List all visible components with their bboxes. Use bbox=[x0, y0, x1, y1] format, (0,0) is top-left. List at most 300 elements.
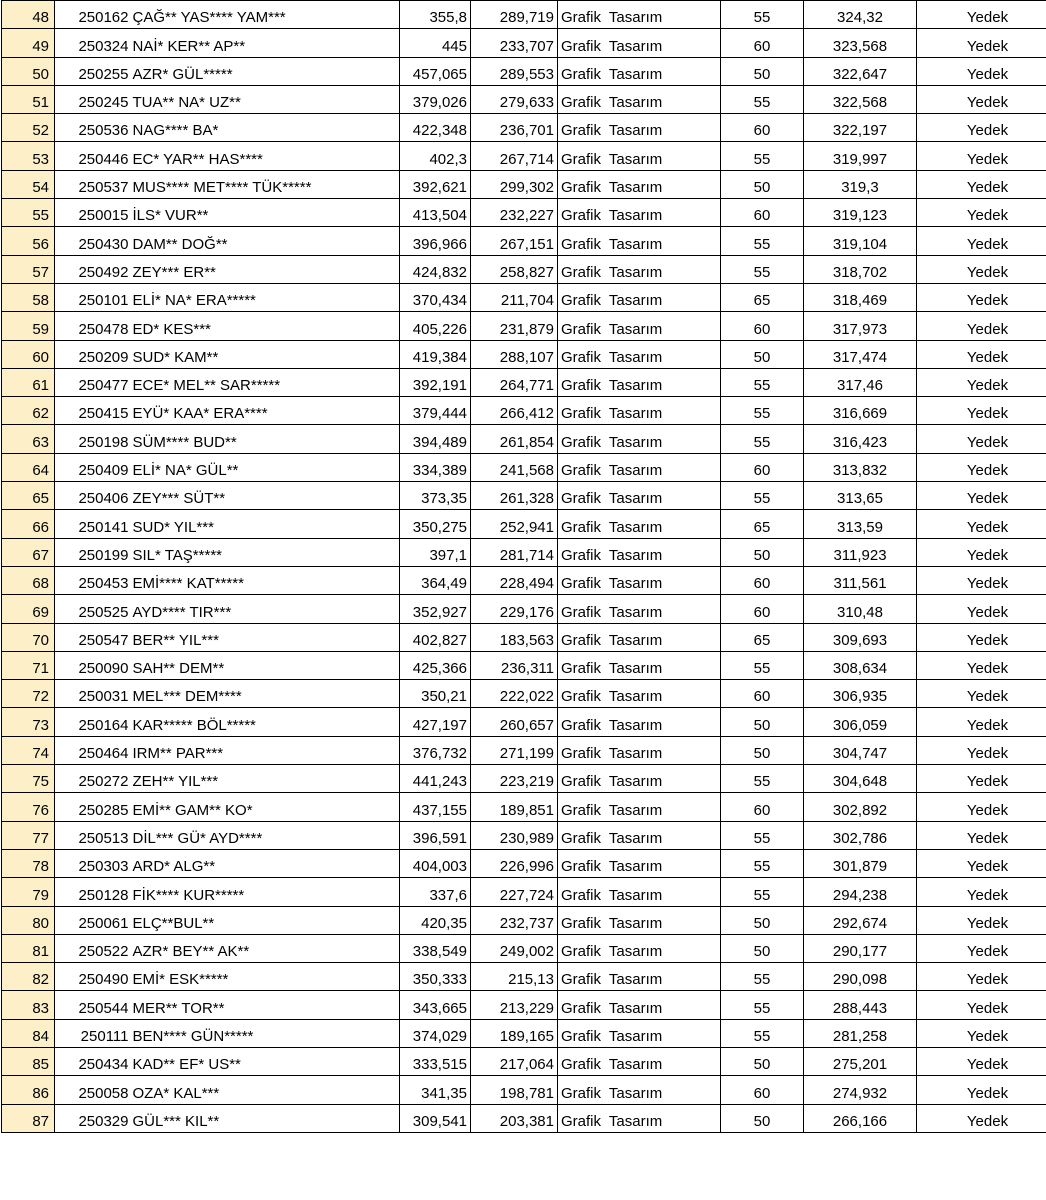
score-3-cell[interactable]: 55 bbox=[721, 227, 804, 255]
total-cell[interactable]: 309,693 bbox=[804, 623, 917, 651]
row-index-cell[interactable]: 76 bbox=[2, 793, 55, 821]
name-cell[interactable]: EYÜ* KAA* ERA**** bbox=[131, 397, 400, 425]
name-cell[interactable]: MER** TOR** bbox=[131, 991, 400, 1019]
record-id-cell[interactable]: 250536 bbox=[55, 114, 131, 142]
status-cell[interactable]: Yedek bbox=[917, 991, 1046, 1019]
total-cell[interactable]: 319,123 bbox=[804, 199, 917, 227]
total-cell[interactable]: 319,104 bbox=[804, 227, 917, 255]
score-2-cell[interactable]: 267,714 bbox=[471, 142, 558, 170]
score-2-cell[interactable]: 222,022 bbox=[471, 680, 558, 708]
name-cell[interactable]: ÇAĞ** YAS**** YAM*** bbox=[131, 1, 400, 29]
record-id-cell[interactable]: 250198 bbox=[55, 425, 131, 453]
row-index-cell[interactable]: 86 bbox=[2, 1076, 55, 1104]
score-1-cell[interactable]: 376,732 bbox=[400, 736, 471, 764]
score-2-cell[interactable]: 264,771 bbox=[471, 368, 558, 396]
score-3-cell[interactable]: 55 bbox=[721, 765, 804, 793]
status-cell[interactable]: Yedek bbox=[917, 1076, 1046, 1104]
name-cell[interactable]: MUS**** MET**** TÜK***** bbox=[131, 170, 400, 198]
total-cell[interactable]: 313,832 bbox=[804, 453, 917, 481]
score-3-cell[interactable]: 55 bbox=[721, 482, 804, 510]
name-cell[interactable]: ARD* ALG** bbox=[131, 849, 400, 877]
row-index-cell[interactable]: 63 bbox=[2, 425, 55, 453]
row-index-cell[interactable]: 49 bbox=[2, 29, 55, 57]
record-id-cell[interactable]: 250537 bbox=[55, 170, 131, 198]
score-1-cell[interactable]: 437,155 bbox=[400, 793, 471, 821]
score-3-cell[interactable]: 60 bbox=[721, 312, 804, 340]
row-index-cell[interactable]: 83 bbox=[2, 991, 55, 1019]
program-cell[interactable]: Grafik Tasarım bbox=[558, 255, 721, 283]
name-cell[interactable]: SIL* TAŞ***** bbox=[131, 538, 400, 566]
record-id-cell[interactable]: 250245 bbox=[55, 85, 131, 113]
score-1-cell[interactable]: 419,384 bbox=[400, 340, 471, 368]
row-index-cell[interactable]: 52 bbox=[2, 114, 55, 142]
total-cell[interactable]: 317,46 bbox=[804, 368, 917, 396]
row-index-cell[interactable]: 73 bbox=[2, 708, 55, 736]
score-2-cell[interactable]: 249,002 bbox=[471, 934, 558, 962]
score-2-cell[interactable]: 281,714 bbox=[471, 538, 558, 566]
total-cell[interactable]: 301,879 bbox=[804, 849, 917, 877]
record-id-cell[interactable]: 250513 bbox=[55, 821, 131, 849]
score-2-cell[interactable]: 215,13 bbox=[471, 963, 558, 991]
program-cell[interactable]: Grafik Tasarım bbox=[558, 482, 721, 510]
status-cell[interactable]: Yedek bbox=[917, 623, 1046, 651]
status-cell[interactable]: Yedek bbox=[917, 651, 1046, 679]
score-3-cell[interactable]: 55 bbox=[721, 255, 804, 283]
score-2-cell[interactable]: 289,719 bbox=[471, 1, 558, 29]
score-1-cell[interactable]: 350,275 bbox=[400, 510, 471, 538]
program-cell[interactable]: Grafik Tasarım bbox=[558, 368, 721, 396]
score-1-cell[interactable]: 441,243 bbox=[400, 765, 471, 793]
row-index-cell[interactable]: 71 bbox=[2, 651, 55, 679]
score-1-cell[interactable]: 333,515 bbox=[400, 1047, 471, 1075]
score-1-cell[interactable]: 350,21 bbox=[400, 680, 471, 708]
name-cell[interactable]: FİK**** KUR***** bbox=[131, 878, 400, 906]
status-cell[interactable]: Yedek bbox=[917, 510, 1046, 538]
row-index-cell[interactable]: 58 bbox=[2, 283, 55, 311]
row-index-cell[interactable]: 79 bbox=[2, 878, 55, 906]
score-3-cell[interactable]: 60 bbox=[721, 114, 804, 142]
score-2-cell[interactable]: 227,724 bbox=[471, 878, 558, 906]
status-cell[interactable]: Yedek bbox=[917, 283, 1046, 311]
score-3-cell[interactable]: 60 bbox=[721, 566, 804, 594]
score-1-cell[interactable]: 392,191 bbox=[400, 368, 471, 396]
total-cell[interactable]: 316,423 bbox=[804, 425, 917, 453]
total-cell[interactable]: 323,568 bbox=[804, 29, 917, 57]
name-cell[interactable]: ZEH** YIL*** bbox=[131, 765, 400, 793]
score-2-cell[interactable]: 231,879 bbox=[471, 312, 558, 340]
name-cell[interactable]: ED* KES*** bbox=[131, 312, 400, 340]
row-index-cell[interactable]: 61 bbox=[2, 368, 55, 396]
row-index-cell[interactable]: 72 bbox=[2, 680, 55, 708]
name-cell[interactable]: EMİ* ESK***** bbox=[131, 963, 400, 991]
program-cell[interactable]: Grafik Tasarım bbox=[558, 595, 721, 623]
score-3-cell[interactable]: 55 bbox=[721, 425, 804, 453]
score-1-cell[interactable]: 373,35 bbox=[400, 482, 471, 510]
name-cell[interactable]: İLS* VUR** bbox=[131, 199, 400, 227]
row-index-cell[interactable]: 68 bbox=[2, 566, 55, 594]
record-id-cell[interactable]: 250490 bbox=[55, 963, 131, 991]
row-index-cell[interactable]: 69 bbox=[2, 595, 55, 623]
status-cell[interactable]: Yedek bbox=[917, 368, 1046, 396]
score-3-cell[interactable]: 55 bbox=[721, 1019, 804, 1047]
status-cell[interactable]: Yedek bbox=[917, 397, 1046, 425]
row-index-cell[interactable]: 67 bbox=[2, 538, 55, 566]
program-cell[interactable]: Grafik Tasarım bbox=[558, 114, 721, 142]
status-cell[interactable]: Yedek bbox=[917, 57, 1046, 85]
score-1-cell[interactable]: 396,966 bbox=[400, 227, 471, 255]
row-index-cell[interactable]: 64 bbox=[2, 453, 55, 481]
score-3-cell[interactable]: 55 bbox=[721, 991, 804, 1019]
program-cell[interactable]: Grafik Tasarım bbox=[558, 425, 721, 453]
total-cell[interactable]: 311,561 bbox=[804, 566, 917, 594]
record-id-cell[interactable]: 250101 bbox=[55, 283, 131, 311]
score-2-cell[interactable]: 226,996 bbox=[471, 849, 558, 877]
score-1-cell[interactable]: 420,35 bbox=[400, 906, 471, 934]
status-cell[interactable]: Yedek bbox=[917, 736, 1046, 764]
record-id-cell[interactable]: 250128 bbox=[55, 878, 131, 906]
score-3-cell[interactable]: 60 bbox=[721, 595, 804, 623]
name-cell[interactable]: AZR* BEY** AK** bbox=[131, 934, 400, 962]
score-2-cell[interactable]: 236,311 bbox=[471, 651, 558, 679]
program-cell[interactable]: Grafik Tasarım bbox=[558, 793, 721, 821]
name-cell[interactable]: DİL*** GÜ* AYD**** bbox=[131, 821, 400, 849]
name-cell[interactable]: NAİ* KER** AP** bbox=[131, 29, 400, 57]
score-3-cell[interactable]: 55 bbox=[721, 821, 804, 849]
program-cell[interactable]: Grafik Tasarım bbox=[558, 765, 721, 793]
score-3-cell[interactable]: 55 bbox=[721, 85, 804, 113]
score-3-cell[interactable]: 50 bbox=[721, 934, 804, 962]
record-id-cell[interactable]: 250285 bbox=[55, 793, 131, 821]
record-id-cell[interactable]: 250324 bbox=[55, 29, 131, 57]
score-3-cell[interactable]: 55 bbox=[721, 368, 804, 396]
total-cell[interactable]: 290,177 bbox=[804, 934, 917, 962]
score-3-cell[interactable]: 65 bbox=[721, 623, 804, 651]
score-1-cell[interactable]: 334,389 bbox=[400, 453, 471, 481]
score-2-cell[interactable]: 261,328 bbox=[471, 482, 558, 510]
score-1-cell[interactable]: 338,549 bbox=[400, 934, 471, 962]
name-cell[interactable]: MEL*** DEM**** bbox=[131, 680, 400, 708]
name-cell[interactable]: KAR***** BÖL***** bbox=[131, 708, 400, 736]
name-cell[interactable]: SAH** DEM** bbox=[131, 651, 400, 679]
score-1-cell[interactable]: 402,827 bbox=[400, 623, 471, 651]
name-cell[interactable]: SÜM**** BUD** bbox=[131, 425, 400, 453]
score-3-cell[interactable]: 60 bbox=[721, 680, 804, 708]
record-id-cell[interactable]: 250522 bbox=[55, 934, 131, 962]
score-1-cell[interactable]: 392,621 bbox=[400, 170, 471, 198]
program-cell[interactable]: Grafik Tasarım bbox=[558, 963, 721, 991]
program-cell[interactable]: Grafik Tasarım bbox=[558, 453, 721, 481]
row-index-cell[interactable]: 53 bbox=[2, 142, 55, 170]
score-2-cell[interactable]: 271,199 bbox=[471, 736, 558, 764]
status-cell[interactable]: Yedek bbox=[917, 482, 1046, 510]
name-cell[interactable]: ZEY*** SÜT** bbox=[131, 482, 400, 510]
score-1-cell[interactable]: 309,541 bbox=[400, 1104, 471, 1132]
row-index-cell[interactable]: 87 bbox=[2, 1104, 55, 1132]
total-cell[interactable]: 319,3 bbox=[804, 170, 917, 198]
program-cell[interactable]: Grafik Tasarım bbox=[558, 340, 721, 368]
score-1-cell[interactable]: 397,1 bbox=[400, 538, 471, 566]
program-cell[interactable]: Grafik Tasarım bbox=[558, 227, 721, 255]
program-cell[interactable]: Grafik Tasarım bbox=[558, 1104, 721, 1132]
score-2-cell[interactable]: 266,412 bbox=[471, 397, 558, 425]
total-cell[interactable]: 304,747 bbox=[804, 736, 917, 764]
record-id-cell[interactable]: 250164 bbox=[55, 708, 131, 736]
score-2-cell[interactable]: 258,827 bbox=[471, 255, 558, 283]
score-1-cell[interactable]: 404,003 bbox=[400, 849, 471, 877]
row-index-cell[interactable]: 54 bbox=[2, 170, 55, 198]
status-cell[interactable]: Yedek bbox=[917, 85, 1046, 113]
total-cell[interactable]: 292,674 bbox=[804, 906, 917, 934]
program-cell[interactable]: Grafik Tasarım bbox=[558, 283, 721, 311]
total-cell[interactable]: 281,258 bbox=[804, 1019, 917, 1047]
name-cell[interactable]: GÜL*** KIL** bbox=[131, 1104, 400, 1132]
status-cell[interactable]: Yedek bbox=[917, 340, 1046, 368]
row-index-cell[interactable]: 59 bbox=[2, 312, 55, 340]
record-id-cell[interactable]: 250453 bbox=[55, 566, 131, 594]
score-2-cell[interactable]: 223,219 bbox=[471, 765, 558, 793]
row-index-cell[interactable]: 51 bbox=[2, 85, 55, 113]
row-index-cell[interactable]: 65 bbox=[2, 482, 55, 510]
record-id-cell[interactable]: 250199 bbox=[55, 538, 131, 566]
total-cell[interactable]: 317,973 bbox=[804, 312, 917, 340]
status-cell[interactable]: Yedek bbox=[917, 934, 1046, 962]
status-cell[interactable]: Yedek bbox=[917, 1047, 1046, 1075]
row-index-cell[interactable]: 84 bbox=[2, 1019, 55, 1047]
score-2-cell[interactable]: 279,633 bbox=[471, 85, 558, 113]
row-index-cell[interactable]: 56 bbox=[2, 227, 55, 255]
score-3-cell[interactable]: 55 bbox=[721, 1, 804, 29]
score-1-cell[interactable]: 350,333 bbox=[400, 963, 471, 991]
total-cell[interactable]: 302,892 bbox=[804, 793, 917, 821]
record-id-cell[interactable]: 250478 bbox=[55, 312, 131, 340]
record-id-cell[interactable]: 250477 bbox=[55, 368, 131, 396]
program-cell[interactable]: Grafik Tasarım bbox=[558, 538, 721, 566]
status-cell[interactable]: Yedek bbox=[917, 453, 1046, 481]
total-cell[interactable]: 322,647 bbox=[804, 57, 917, 85]
score-1-cell[interactable]: 413,504 bbox=[400, 199, 471, 227]
score-3-cell[interactable]: 50 bbox=[721, 736, 804, 764]
total-cell[interactable]: 322,568 bbox=[804, 85, 917, 113]
program-cell[interactable]: Grafik Tasarım bbox=[558, 312, 721, 340]
record-id-cell[interactable]: 250272 bbox=[55, 765, 131, 793]
program-cell[interactable]: Grafik Tasarım bbox=[558, 1, 721, 29]
score-2-cell[interactable]: 289,553 bbox=[471, 57, 558, 85]
score-1-cell[interactable]: 405,226 bbox=[400, 312, 471, 340]
row-index-cell[interactable]: 48 bbox=[2, 1, 55, 29]
name-cell[interactable]: ELÇ**BUL** bbox=[131, 906, 400, 934]
score-2-cell[interactable]: 229,176 bbox=[471, 595, 558, 623]
row-index-cell[interactable]: 80 bbox=[2, 906, 55, 934]
row-index-cell[interactable]: 70 bbox=[2, 623, 55, 651]
total-cell[interactable]: 316,669 bbox=[804, 397, 917, 425]
total-cell[interactable]: 318,469 bbox=[804, 283, 917, 311]
name-cell[interactable]: IRM** PAR*** bbox=[131, 736, 400, 764]
status-cell[interactable]: Yedek bbox=[917, 199, 1046, 227]
total-cell[interactable]: 317,474 bbox=[804, 340, 917, 368]
program-cell[interactable]: Grafik Tasarım bbox=[558, 1019, 721, 1047]
status-cell[interactable]: Yedek bbox=[917, 227, 1046, 255]
record-id-cell[interactable]: 250162 bbox=[55, 1, 131, 29]
record-id-cell[interactable]: 250090 bbox=[55, 651, 131, 679]
score-1-cell[interactable]: 352,927 bbox=[400, 595, 471, 623]
record-id-cell[interactable]: 250409 bbox=[55, 453, 131, 481]
program-cell[interactable]: Grafik Tasarım bbox=[558, 57, 721, 85]
score-2-cell[interactable]: 232,737 bbox=[471, 906, 558, 934]
name-cell[interactable]: BEN**** GÜN***** bbox=[131, 1019, 400, 1047]
score-3-cell[interactable]: 50 bbox=[721, 906, 804, 934]
status-cell[interactable]: Yedek bbox=[917, 708, 1046, 736]
name-cell[interactable]: AYD**** TIR*** bbox=[131, 595, 400, 623]
score-3-cell[interactable]: 60 bbox=[721, 199, 804, 227]
status-cell[interactable]: Yedek bbox=[917, 765, 1046, 793]
score-2-cell[interactable]: 211,704 bbox=[471, 283, 558, 311]
program-cell[interactable]: Grafik Tasarım bbox=[558, 510, 721, 538]
program-cell[interactable]: Grafik Tasarım bbox=[558, 680, 721, 708]
score-2-cell[interactable]: 189,165 bbox=[471, 1019, 558, 1047]
total-cell[interactable]: 308,634 bbox=[804, 651, 917, 679]
score-2-cell[interactable]: 299,302 bbox=[471, 170, 558, 198]
score-3-cell[interactable]: 60 bbox=[721, 793, 804, 821]
status-cell[interactable]: Yedek bbox=[917, 793, 1046, 821]
program-cell[interactable]: Grafik Tasarım bbox=[558, 397, 721, 425]
status-cell[interactable]: Yedek bbox=[917, 114, 1046, 142]
score-1-cell[interactable]: 424,832 bbox=[400, 255, 471, 283]
record-id-cell[interactable]: 250209 bbox=[55, 340, 131, 368]
program-cell[interactable]: Grafik Tasarım bbox=[558, 85, 721, 113]
record-id-cell[interactable]: 250406 bbox=[55, 482, 131, 510]
score-1-cell[interactable]: 457,065 bbox=[400, 57, 471, 85]
record-id-cell[interactable]: 250329 bbox=[55, 1104, 131, 1132]
score-2-cell[interactable]: 236,701 bbox=[471, 114, 558, 142]
total-cell[interactable]: 318,702 bbox=[804, 255, 917, 283]
total-cell[interactable]: 290,098 bbox=[804, 963, 917, 991]
status-cell[interactable]: Yedek bbox=[917, 906, 1046, 934]
status-cell[interactable]: Yedek bbox=[917, 142, 1046, 170]
name-cell[interactable]: ECE* MEL** SAR***** bbox=[131, 368, 400, 396]
score-1-cell[interactable]: 374,029 bbox=[400, 1019, 471, 1047]
record-id-cell[interactable]: 250464 bbox=[55, 736, 131, 764]
status-cell[interactable]: Yedek bbox=[917, 1104, 1046, 1132]
record-id-cell[interactable]: 250415 bbox=[55, 397, 131, 425]
score-1-cell[interactable]: 425,366 bbox=[400, 651, 471, 679]
total-cell[interactable]: 275,201 bbox=[804, 1047, 917, 1075]
row-index-cell[interactable]: 81 bbox=[2, 934, 55, 962]
program-cell[interactable]: Grafik Tasarım bbox=[558, 199, 721, 227]
score-2-cell[interactable]: 261,854 bbox=[471, 425, 558, 453]
name-cell[interactable]: EMİ**** KAT***** bbox=[131, 566, 400, 594]
score-3-cell[interactable]: 60 bbox=[721, 453, 804, 481]
score-2-cell[interactable]: 203,381 bbox=[471, 1104, 558, 1132]
status-cell[interactable]: Yedek bbox=[917, 29, 1046, 57]
score-2-cell[interactable]: 288,107 bbox=[471, 340, 558, 368]
row-index-cell[interactable]: 60 bbox=[2, 340, 55, 368]
score-3-cell[interactable]: 50 bbox=[721, 340, 804, 368]
score-2-cell[interactable]: 183,563 bbox=[471, 623, 558, 651]
score-1-cell[interactable]: 379,026 bbox=[400, 85, 471, 113]
row-index-cell[interactable]: 62 bbox=[2, 397, 55, 425]
score-3-cell[interactable]: 55 bbox=[721, 142, 804, 170]
status-cell[interactable]: Yedek bbox=[917, 878, 1046, 906]
score-3-cell[interactable]: 50 bbox=[721, 1047, 804, 1075]
program-cell[interactable]: Grafik Tasarım bbox=[558, 708, 721, 736]
row-index-cell[interactable]: 57 bbox=[2, 255, 55, 283]
status-cell[interactable]: Yedek bbox=[917, 963, 1046, 991]
name-cell[interactable]: ELİ* NA* GÜL** bbox=[131, 453, 400, 481]
program-cell[interactable]: Grafik Tasarım bbox=[558, 29, 721, 57]
name-cell[interactable]: TUA** NA* UZ** bbox=[131, 85, 400, 113]
program-cell[interactable]: Grafik Tasarım bbox=[558, 906, 721, 934]
score-1-cell[interactable]: 394,489 bbox=[400, 425, 471, 453]
score-1-cell[interactable]: 396,591 bbox=[400, 821, 471, 849]
score-3-cell[interactable]: 50 bbox=[721, 57, 804, 85]
record-id-cell[interactable]: 250492 bbox=[55, 255, 131, 283]
program-cell[interactable]: Grafik Tasarım bbox=[558, 991, 721, 1019]
score-3-cell[interactable]: 60 bbox=[721, 29, 804, 57]
score-3-cell[interactable]: 55 bbox=[721, 651, 804, 679]
row-index-cell[interactable]: 50 bbox=[2, 57, 55, 85]
name-cell[interactable]: AZR* GÜL***** bbox=[131, 57, 400, 85]
record-id-cell[interactable]: 250058 bbox=[55, 1076, 131, 1104]
total-cell[interactable]: 306,059 bbox=[804, 708, 917, 736]
total-cell[interactable]: 306,935 bbox=[804, 680, 917, 708]
name-cell[interactable]: ELİ* NA* ERA***** bbox=[131, 283, 400, 311]
record-id-cell[interactable]: 250525 bbox=[55, 595, 131, 623]
row-index-cell[interactable]: 82 bbox=[2, 963, 55, 991]
row-index-cell[interactable]: 85 bbox=[2, 1047, 55, 1075]
score-1-cell[interactable]: 445 bbox=[400, 29, 471, 57]
total-cell[interactable]: 313,65 bbox=[804, 482, 917, 510]
record-id-cell[interactable]: 250255 bbox=[55, 57, 131, 85]
total-cell[interactable]: 313,59 bbox=[804, 510, 917, 538]
name-cell[interactable]: BER** YIL*** bbox=[131, 623, 400, 651]
score-1-cell[interactable]: 422,348 bbox=[400, 114, 471, 142]
total-cell[interactable]: 294,238 bbox=[804, 878, 917, 906]
total-cell[interactable]: 274,932 bbox=[804, 1076, 917, 1104]
score-3-cell[interactable]: 50 bbox=[721, 708, 804, 736]
program-cell[interactable]: Grafik Tasarım bbox=[558, 651, 721, 679]
score-3-cell[interactable]: 50 bbox=[721, 538, 804, 566]
total-cell[interactable]: 304,648 bbox=[804, 765, 917, 793]
name-cell[interactable]: NAG**** BA* bbox=[131, 114, 400, 142]
status-cell[interactable]: Yedek bbox=[917, 538, 1046, 566]
record-id-cell[interactable]: 250141 bbox=[55, 510, 131, 538]
name-cell[interactable]: OZA* KAL*** bbox=[131, 1076, 400, 1104]
total-cell[interactable]: 288,443 bbox=[804, 991, 917, 1019]
score-2-cell[interactable]: 198,781 bbox=[471, 1076, 558, 1104]
record-id-cell[interactable]: 250303 bbox=[55, 849, 131, 877]
score-3-cell[interactable]: 55 bbox=[721, 849, 804, 877]
name-cell[interactable]: ZEY*** ER** bbox=[131, 255, 400, 283]
status-cell[interactable]: Yedek bbox=[917, 425, 1046, 453]
record-id-cell[interactable]: 250015 bbox=[55, 199, 131, 227]
score-1-cell[interactable]: 402,3 bbox=[400, 142, 471, 170]
program-cell[interactable]: Grafik Tasarım bbox=[558, 623, 721, 651]
program-cell[interactable]: Grafik Tasarım bbox=[558, 878, 721, 906]
record-id-cell[interactable]: 250031 bbox=[55, 680, 131, 708]
score-2-cell[interactable]: 252,941 bbox=[471, 510, 558, 538]
row-index-cell[interactable]: 75 bbox=[2, 765, 55, 793]
score-2-cell[interactable]: 230,989 bbox=[471, 821, 558, 849]
total-cell[interactable]: 311,923 bbox=[804, 538, 917, 566]
score-2-cell[interactable]: 228,494 bbox=[471, 566, 558, 594]
record-id-cell[interactable]: 250111 bbox=[55, 1019, 131, 1047]
row-index-cell[interactable]: 78 bbox=[2, 849, 55, 877]
name-cell[interactable]: DAM** DOĞ** bbox=[131, 227, 400, 255]
status-cell[interactable]: Yedek bbox=[917, 849, 1046, 877]
score-3-cell[interactable]: 55 bbox=[721, 963, 804, 991]
score-3-cell[interactable]: 60 bbox=[721, 1076, 804, 1104]
status-cell[interactable]: Yedek bbox=[917, 595, 1046, 623]
